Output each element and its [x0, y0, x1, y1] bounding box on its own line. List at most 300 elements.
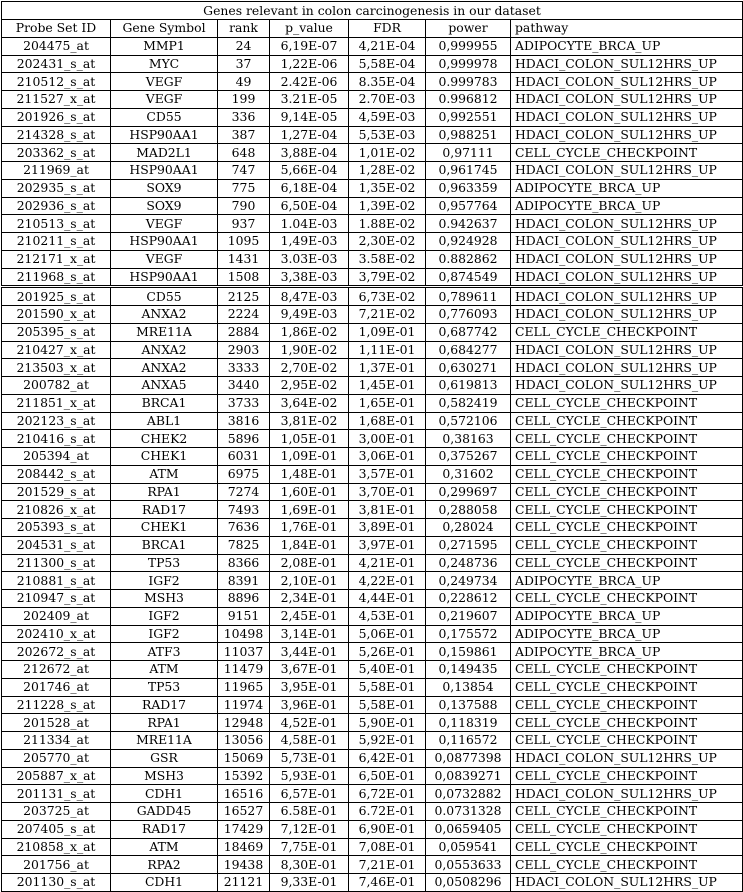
table-row	[2, 820, 743, 838]
cell-pathway: HDACI_COLON_SUL12HRS_UP	[511, 306, 743, 324]
cell-rank: 937	[218, 215, 270, 233]
cell-p-value: 8,30E-01	[270, 856, 349, 874]
cell-gene-symbol: CHEK1	[111, 448, 218, 466]
cell-p-value: 5,93E-01	[270, 767, 349, 785]
cell-gene-symbol: ATM	[111, 838, 218, 856]
cell-p-value: 3,96E-01	[270, 696, 349, 714]
table-container	[1, 1, 742, 892]
cell-fdr: 6.72E-01	[349, 803, 426, 821]
table-row	[2, 37, 743, 55]
cell-power: 0,159861	[426, 643, 511, 661]
cell-gene-symbol: ANXA2	[111, 359, 218, 377]
cell-probe-set-id: 213503_x_at	[2, 359, 111, 377]
table-row	[2, 590, 743, 608]
cell-fdr: 4,22E-01	[349, 572, 426, 590]
cell-p-value: 1,09E-01	[270, 448, 349, 466]
cell-p-value: 9,14E-05	[270, 108, 349, 126]
cell-rank: 13056	[218, 732, 270, 750]
cell-fdr: 1,01E-02	[349, 144, 426, 162]
cell-rank: 11479	[218, 661, 270, 679]
cell-power: 0,137588	[426, 696, 511, 714]
cell-power: 0,31602	[426, 465, 511, 483]
cell-p-value: 1,90E-02	[270, 341, 349, 359]
table-row	[2, 678, 743, 696]
cell-p-value: 2,10E-01	[270, 572, 349, 590]
cell-probe-set-id: 202935_s_at	[2, 179, 111, 197]
cell-p-value: 1.04E-03	[270, 215, 349, 233]
cell-probe-set-id: 214328_s_at	[2, 126, 111, 144]
cell-rank: 8366	[218, 554, 270, 572]
cell-rank: 387	[218, 126, 270, 144]
cell-gene-symbol: ATM	[111, 465, 218, 483]
header-p-value: p_value	[270, 20, 349, 38]
cell-pathway: CELL_CYCLE_CHECKPOINT	[511, 714, 743, 732]
cell-rank: 2125	[218, 287, 270, 306]
cell-probe-set-id: 202431_s_at	[2, 55, 111, 73]
cell-fdr: 3,81E-01	[349, 501, 426, 519]
cell-gene-symbol: ANXA2	[111, 306, 218, 324]
cell-gene-symbol: MMP1	[111, 37, 218, 55]
cell-rank: 2884	[218, 323, 270, 341]
cell-rank: 17429	[218, 820, 270, 838]
cell-p-value: 6,57E-01	[270, 785, 349, 803]
cell-fdr: 4,53E-01	[349, 607, 426, 625]
table-row	[2, 126, 743, 144]
cell-fdr: 5,40E-01	[349, 661, 426, 679]
cell-probe-set-id: 212171_x_at	[2, 250, 111, 268]
cell-gene-symbol: CDH1	[111, 785, 218, 803]
cell-rank: 6031	[218, 448, 270, 466]
table-row	[2, 394, 743, 412]
table-row	[2, 465, 743, 483]
cell-p-value: 1,49E-03	[270, 233, 349, 251]
cell-power: 0.996812	[426, 91, 511, 109]
cell-power: 0,271595	[426, 536, 511, 554]
table-row	[2, 306, 743, 324]
cell-probe-set-id: 211228_s_at	[2, 696, 111, 714]
header-probe-set-id: Probe Set ID	[2, 20, 111, 38]
cell-p-value: 7,12E-01	[270, 820, 349, 838]
cell-power: 0,0659405	[426, 820, 511, 838]
cell-fdr: 1,09E-01	[349, 323, 426, 341]
cell-fdr: 3,89E-01	[349, 519, 426, 537]
cell-power: 0,288058	[426, 501, 511, 519]
cell-rank: 747	[218, 162, 270, 180]
cell-p-value: 4,52E-01	[270, 714, 349, 732]
cell-gene-symbol: RAD17	[111, 820, 218, 838]
cell-rank: 49	[218, 73, 270, 91]
cell-power: 0,999955	[426, 37, 511, 55]
cell-rank: 7274	[218, 483, 270, 501]
cell-fdr: 5,58E-01	[349, 678, 426, 696]
cell-power: 0,0839271	[426, 767, 511, 785]
cell-gene-symbol: SOX9	[111, 179, 218, 197]
cell-power: 0,0877398	[426, 749, 511, 767]
cell-probe-set-id: 201529_s_at	[2, 483, 111, 501]
table-row	[2, 838, 743, 856]
cell-fdr: 3,06E-01	[349, 448, 426, 466]
cell-pathway: CELL_CYCLE_CHECKPOINT	[511, 483, 743, 501]
table-row	[2, 341, 743, 359]
cell-power: 0,299697	[426, 483, 511, 501]
table-row	[2, 803, 743, 821]
cell-probe-set-id: 201131_s_at	[2, 785, 111, 803]
cell-power: 0,13854	[426, 678, 511, 696]
cell-p-value: 2,34E-01	[270, 590, 349, 608]
cell-rank: 775	[218, 179, 270, 197]
cell-pathway: CELL_CYCLE_CHECKPOINT	[511, 696, 743, 714]
cell-p-value: 1,76E-01	[270, 519, 349, 537]
cell-power: 0,375267	[426, 448, 511, 466]
table-row	[2, 643, 743, 661]
cell-rank: 7493	[218, 501, 270, 519]
cell-p-value: 1,27E-04	[270, 126, 349, 144]
cell-rank: 1508	[218, 268, 270, 287]
cell-probe-set-id: 210881_s_at	[2, 572, 111, 590]
cell-gene-symbol: ATM	[111, 661, 218, 679]
cell-pathway: HDACI_COLON_SUL12HRS_UP	[511, 233, 743, 251]
cell-p-value: 3,64E-02	[270, 394, 349, 412]
cell-gene-symbol: ANXA2	[111, 341, 218, 359]
cell-probe-set-id: 203362_s_at	[2, 144, 111, 162]
cell-power: 0,874549	[426, 268, 511, 287]
cell-gene-symbol: TP53	[111, 678, 218, 696]
cell-pathway: HDACI_COLON_SUL12HRS_UP	[511, 359, 743, 377]
cell-rank: 16527	[218, 803, 270, 821]
cell-fdr: 1,68E-01	[349, 412, 426, 430]
table-row	[2, 73, 743, 91]
cell-probe-set-id: 201130_s_at	[2, 874, 111, 892]
cell-gene-symbol: ANXA5	[111, 377, 218, 395]
cell-gene-symbol: IGF2	[111, 625, 218, 643]
cell-power: 0.999783	[426, 73, 511, 91]
table-row	[2, 108, 743, 126]
cell-probe-set-id: 202936_s_at	[2, 197, 111, 215]
cell-rank: 648	[218, 144, 270, 162]
cell-fdr: 1,45E-01	[349, 377, 426, 395]
cell-probe-set-id: 208442_s_at	[2, 465, 111, 483]
cell-power: 0,0732882	[426, 785, 511, 803]
cell-power: 0,149435	[426, 661, 511, 679]
cell-pathway: CELL_CYCLE_CHECKPOINT	[511, 803, 743, 821]
cell-gene-symbol: MYC	[111, 55, 218, 73]
cell-power: 0,175572	[426, 625, 511, 643]
table-row	[2, 661, 743, 679]
cell-pathway: CELL_CYCLE_CHECKPOINT	[511, 536, 743, 554]
cell-power: 0,0508296	[426, 874, 511, 892]
table-row	[2, 287, 743, 306]
table-row	[2, 501, 743, 519]
cell-pathway: CELL_CYCLE_CHECKPOINT	[511, 856, 743, 874]
cell-fdr: 5,90E-01	[349, 714, 426, 732]
table-row	[2, 412, 743, 430]
cell-fdr: 1,65E-01	[349, 394, 426, 412]
cell-p-value: 2,08E-01	[270, 554, 349, 572]
cell-power: 0,789611	[426, 287, 511, 306]
cell-rank: 3733	[218, 394, 270, 412]
cell-p-value: 3,44E-01	[270, 643, 349, 661]
cell-pathway: CELL_CYCLE_CHECKPOINT	[511, 590, 743, 608]
cell-probe-set-id: 210513_s_at	[2, 215, 111, 233]
cell-rank: 12948	[218, 714, 270, 732]
cell-gene-symbol: ABL1	[111, 412, 218, 430]
cell-power: 0.0731328	[426, 803, 511, 821]
table-row	[2, 607, 743, 625]
table-row	[2, 197, 743, 215]
cell-fdr: 7,21E-02	[349, 306, 426, 324]
cell-gene-symbol: HSP90AA1	[111, 268, 218, 287]
cell-pathway: CELL_CYCLE_CHECKPOINT	[511, 838, 743, 856]
table-row	[2, 874, 743, 892]
cell-rank: 24	[218, 37, 270, 55]
cell-rank: 11965	[218, 678, 270, 696]
cell-probe-set-id: 211300_s_at	[2, 554, 111, 572]
cell-p-value: 6,50E-04	[270, 197, 349, 215]
cell-fdr: 1.88E-02	[349, 215, 426, 233]
cell-probe-set-id: 205393_s_at	[2, 519, 111, 537]
cell-fdr: 4,59E-03	[349, 108, 426, 126]
table-row	[2, 215, 743, 233]
cell-gene-symbol: BRCA1	[111, 536, 218, 554]
cell-pathway: HDACI_COLON_SUL12HRS_UP	[511, 162, 743, 180]
cell-gene-symbol: CD55	[111, 287, 218, 306]
cell-rank: 16516	[218, 785, 270, 803]
cell-rank: 3816	[218, 412, 270, 430]
cell-pathway: HDACI_COLON_SUL12HRS_UP	[511, 126, 743, 144]
cell-probe-set-id: 201925_s_at	[2, 287, 111, 306]
cell-power: 0,582419	[426, 394, 511, 412]
cell-pathway: HDACI_COLON_SUL12HRS_UP	[511, 785, 743, 803]
cell-gene-symbol: HSP90AA1	[111, 162, 218, 180]
cell-gene-symbol: RPA1	[111, 714, 218, 732]
cell-probe-set-id: 210826_x_at	[2, 501, 111, 519]
cell-gene-symbol: CHEK1	[111, 519, 218, 537]
cell-probe-set-id: 201590_x_at	[2, 306, 111, 324]
cell-gene-symbol: MSH3	[111, 590, 218, 608]
cell-power: 0,988251	[426, 126, 511, 144]
cell-pathway: CELL_CYCLE_CHECKPOINT	[511, 394, 743, 412]
cell-rank: 8896	[218, 590, 270, 608]
cell-fdr: 7,21E-01	[349, 856, 426, 874]
cell-fdr: 6,42E-01	[349, 749, 426, 767]
cell-pathway: ADIPOCYTE_BRCA_UP	[511, 37, 743, 55]
cell-power: 0,924928	[426, 233, 511, 251]
header-pathway: pathway	[511, 20, 743, 38]
cell-power: 0,957764	[426, 197, 511, 215]
table-row	[2, 519, 743, 537]
cell-rank: 21121	[218, 874, 270, 892]
table-row	[2, 179, 743, 197]
cell-fdr: 6,50E-01	[349, 767, 426, 785]
cell-fdr: 3,70E-01	[349, 483, 426, 501]
cell-pathway: HDACI_COLON_SUL12HRS_UP	[511, 377, 743, 395]
cell-probe-set-id: 210427_x_at	[2, 341, 111, 359]
cell-fdr: 2,30E-02	[349, 233, 426, 251]
cell-pathway: CELL_CYCLE_CHECKPOINT	[511, 767, 743, 785]
cell-probe-set-id: 205394_at	[2, 448, 111, 466]
table-row	[2, 430, 743, 448]
cell-power: 0,0553633	[426, 856, 511, 874]
cell-rank: 6975	[218, 465, 270, 483]
cell-probe-set-id: 202672_s_at	[2, 643, 111, 661]
cell-power: 0,684277	[426, 341, 511, 359]
cell-power: 0,961745	[426, 162, 511, 180]
cell-fdr: 5,53E-03	[349, 126, 426, 144]
cell-probe-set-id: 202409_at	[2, 607, 111, 625]
cell-gene-symbol: RAD17	[111, 696, 218, 714]
cell-pathway: HDACI_COLON_SUL12HRS_UP	[511, 749, 743, 767]
cell-gene-symbol: MRE11A	[111, 323, 218, 341]
cell-pathway: CELL_CYCLE_CHECKPOINT	[511, 501, 743, 519]
cell-p-value: 2,70E-02	[270, 359, 349, 377]
table-row	[2, 448, 743, 466]
cell-probe-set-id: 211334_at	[2, 732, 111, 750]
cell-fdr: 5,26E-01	[349, 643, 426, 661]
cell-p-value: 8,47E-03	[270, 287, 349, 306]
cell-rank: 11037	[218, 643, 270, 661]
cell-pathway: CELL_CYCLE_CHECKPOINT	[511, 519, 743, 537]
cell-gene-symbol: BRCA1	[111, 394, 218, 412]
cell-pathway: CELL_CYCLE_CHECKPOINT	[511, 465, 743, 483]
cell-gene-symbol: CD55	[111, 108, 218, 126]
table-row	[2, 536, 743, 554]
cell-p-value: 3,95E-01	[270, 678, 349, 696]
cell-rank: 9151	[218, 607, 270, 625]
cell-p-value: 5,66E-04	[270, 162, 349, 180]
cell-p-value: 6.58E-01	[270, 803, 349, 821]
cell-probe-set-id: 207405_s_at	[2, 820, 111, 838]
cell-probe-set-id: 205395_s_at	[2, 323, 111, 341]
cell-pathway: CELL_CYCLE_CHECKPOINT	[511, 144, 743, 162]
cell-power: 0,687742	[426, 323, 511, 341]
cell-fdr: 1,28E-02	[349, 162, 426, 180]
cell-p-value: 1,48E-01	[270, 465, 349, 483]
cell-gene-symbol: ATF3	[111, 643, 218, 661]
cell-probe-set-id: 211968_s_at	[2, 268, 111, 287]
cell-rank: 7636	[218, 519, 270, 537]
table-title: Genes relevant in colon carcinogenesis in our dataset	[1, 1, 743, 19]
cell-probe-set-id: 205887_x_at	[2, 767, 111, 785]
cell-rank: 5896	[218, 430, 270, 448]
table-row	[2, 144, 743, 162]
cell-p-value: 2,45E-01	[270, 607, 349, 625]
cell-pathway: CELL_CYCLE_CHECKPOINT	[511, 661, 743, 679]
cell-probe-set-id: 203725_at	[2, 803, 111, 821]
cell-gene-symbol: HSP90AA1	[111, 233, 218, 251]
cell-p-value: 9,33E-01	[270, 874, 349, 892]
cell-rank: 19438	[218, 856, 270, 874]
cell-fdr: 3,79E-02	[349, 268, 426, 287]
cell-rank: 2224	[218, 306, 270, 324]
cell-rank: 2903	[218, 341, 270, 359]
cell-probe-set-id: 210947_s_at	[2, 590, 111, 608]
cell-p-value: 3.21E-05	[270, 91, 349, 109]
cell-p-value: 9,49E-03	[270, 306, 349, 324]
cell-gene-symbol: CDH1	[111, 874, 218, 892]
cell-fdr: 7,46E-01	[349, 874, 426, 892]
cell-pathway: ADIPOCYTE_BRCA_UP	[511, 607, 743, 625]
cell-p-value: 1,60E-01	[270, 483, 349, 501]
table-row	[2, 250, 743, 268]
cell-fdr: 3.58E-02	[349, 250, 426, 268]
cell-fdr: 1,39E-02	[349, 197, 426, 215]
cell-pathway: ADIPOCYTE_BRCA_UP	[511, 197, 743, 215]
cell-power: 0,248736	[426, 554, 511, 572]
cell-power: 0,619813	[426, 377, 511, 395]
header-power: power	[426, 20, 511, 38]
cell-rank: 3440	[218, 377, 270, 395]
cell-p-value: 1,86E-02	[270, 323, 349, 341]
cell-power: 0,776093	[426, 306, 511, 324]
header-row	[2, 20, 743, 38]
cell-probe-set-id: 201756_at	[2, 856, 111, 874]
cell-rank: 1431	[218, 250, 270, 268]
cell-power: 0,228612	[426, 590, 511, 608]
cell-gene-symbol: RAD17	[111, 501, 218, 519]
cell-p-value: 5,73E-01	[270, 749, 349, 767]
table-row	[2, 554, 743, 572]
cell-gene-symbol: IGF2	[111, 607, 218, 625]
cell-fdr: 6,72E-01	[349, 785, 426, 803]
cell-rank: 199	[218, 91, 270, 109]
cell-fdr: 1,37E-01	[349, 359, 426, 377]
header-fdr: FDR	[349, 20, 426, 38]
cell-pathway: HDACI_COLON_SUL12HRS_UP	[511, 55, 743, 73]
cell-fdr: 4,21E-01	[349, 554, 426, 572]
cell-power: 0,999978	[426, 55, 511, 73]
cell-power: 0,059541	[426, 838, 511, 856]
cell-p-value: 7,75E-01	[270, 838, 349, 856]
cell-pathway: ADIPOCYTE_BRCA_UP	[511, 572, 743, 590]
cell-rank: 1095	[218, 233, 270, 251]
cell-fdr: 3,57E-01	[349, 465, 426, 483]
cell-power: 0,992551	[426, 108, 511, 126]
cell-probe-set-id: 210211_s_at	[2, 233, 111, 251]
cell-gene-symbol: HSP90AA1	[111, 126, 218, 144]
cell-rank: 790	[218, 197, 270, 215]
table-row	[2, 732, 743, 750]
cell-pathway: CELL_CYCLE_CHECKPOINT	[511, 678, 743, 696]
cell-rank: 3333	[218, 359, 270, 377]
table-row	[2, 323, 743, 341]
table-row	[2, 572, 743, 590]
cell-probe-set-id: 202123_s_at	[2, 412, 111, 430]
cell-fdr: 8.35E-04	[349, 73, 426, 91]
cell-probe-set-id: 210512_s_at	[2, 73, 111, 91]
gene-table	[1, 1, 743, 892]
cell-probe-set-id: 211851_x_at	[2, 394, 111, 412]
cell-rank: 11974	[218, 696, 270, 714]
cell-fdr: 1,11E-01	[349, 341, 426, 359]
cell-pathway: CELL_CYCLE_CHECKPOINT	[511, 732, 743, 750]
table-row	[2, 749, 743, 767]
cell-p-value: 3,81E-02	[270, 412, 349, 430]
cell-probe-set-id: 205770_at	[2, 749, 111, 767]
cell-pathway: HDACI_COLON_SUL12HRS_UP	[511, 874, 743, 892]
cell-power: 0,116572	[426, 732, 511, 750]
cell-power: 0,630271	[426, 359, 511, 377]
cell-rank: 18469	[218, 838, 270, 856]
cell-p-value: 3,67E-01	[270, 661, 349, 679]
cell-power: 0,97111	[426, 144, 511, 162]
cell-gene-symbol: MAD2L1	[111, 144, 218, 162]
cell-pathway: HDACI_COLON_SUL12HRS_UP	[511, 341, 743, 359]
cell-pathway: HDACI_COLON_SUL12HRS_UP	[511, 268, 743, 287]
table-row	[2, 359, 743, 377]
cell-probe-set-id: 204475_at	[2, 37, 111, 55]
table-row	[2, 377, 743, 395]
cell-probe-set-id: 202410_x_at	[2, 625, 111, 643]
